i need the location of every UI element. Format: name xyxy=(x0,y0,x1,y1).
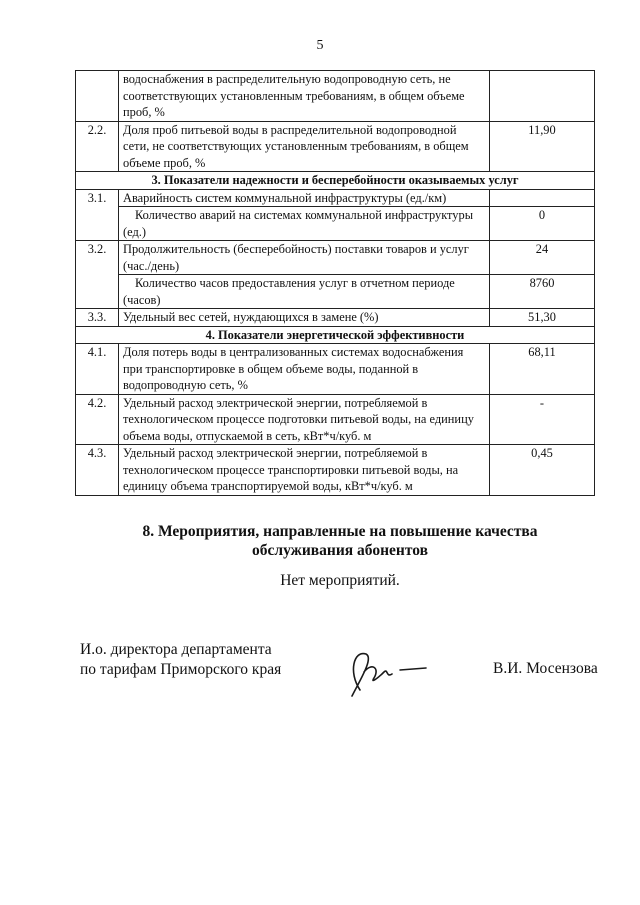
row-text: Удельный вес сетей, нуждающихся в замене (%) xyxy=(119,309,490,327)
row-text: Удельный расход электрической энергии, потребляемой в технологическом процессе транспортировки питьевой воды, на единицу объема транспортируемой воды, кВт*ч/куб. м xyxy=(119,445,490,496)
row-value: 8760 xyxy=(490,275,595,309)
row-value: 68,11 xyxy=(490,344,595,395)
row-text: Количество часов предоставления услуг в отчетном периоде (часов) xyxy=(119,275,490,309)
signer-position-line: по тарифам Приморского края xyxy=(80,661,282,678)
section-8-title-line: 8. Мероприятия, направленные на повышение качества xyxy=(142,523,538,540)
row-number: 4.1. xyxy=(76,344,119,395)
row-text: Аварийность систем коммунальной инфраструктуры (ед./км) xyxy=(119,189,490,207)
row-value: 0,45 xyxy=(490,445,595,496)
handwritten-signature xyxy=(330,642,440,702)
table-row xyxy=(76,344,595,395)
row-value xyxy=(490,71,595,122)
row-text: Доля потерь воды в централизованных системах водоснабжения при транспортировке в общем объеме воды, поданной в водопроводную сеть, % xyxy=(119,344,490,395)
table-row xyxy=(76,394,595,445)
section-8-title-line: обслуживания абонентов xyxy=(252,542,428,559)
signer-position-line: И.о. директора департамента xyxy=(80,641,272,658)
row-text: Продолжительность (бесперебойность) поставки товаров и услуг (час./день) xyxy=(119,241,490,275)
table-subrow xyxy=(76,207,595,241)
table-row xyxy=(76,309,595,327)
row-value: 51,30 xyxy=(490,309,595,327)
section-heading: 3. Показатели надежности и бесперебойности оказываемых услуг xyxy=(76,172,595,190)
row-value: 0 xyxy=(490,207,595,241)
row-number: 4.2. xyxy=(76,394,119,445)
row-text: Доля проб питьевой воды в распределительной водопроводной сети, не соответствующих установленным требованиям, в общем объеме проб, % xyxy=(119,121,490,172)
row-value xyxy=(490,189,595,207)
row-value: 11,90 xyxy=(490,121,595,172)
row-value: - xyxy=(490,394,595,445)
table-row xyxy=(76,241,595,275)
row-number xyxy=(76,71,119,122)
table-row xyxy=(76,189,595,207)
page-number: 5 xyxy=(316,38,324,53)
row-text: Количество аварий на системах коммунальной инфраструктуры (ед.) xyxy=(119,207,490,241)
row-text: Удельный расход электрической энергии, потребляемой в технологическом процессе подготовки питьевой воды, на единицу объема воды, отпускаемой в сеть, кВт*ч/куб. м xyxy=(119,394,490,445)
table-row xyxy=(76,121,595,172)
row-number: 4.3. xyxy=(76,445,119,496)
row-number: 3.3. xyxy=(76,309,119,327)
signer-name: В.И. Мосензова xyxy=(493,660,598,677)
section-heading: 4. Показатели энергетической эффективности xyxy=(76,326,595,344)
row-number: 3.1. xyxy=(76,189,119,241)
section-8-text: Нет мероприятий. xyxy=(280,572,400,589)
row-number: 3.2. xyxy=(76,241,119,309)
table-row xyxy=(76,445,595,496)
section-row xyxy=(76,172,595,190)
row-value: 24 xyxy=(490,241,595,275)
signer-position xyxy=(80,640,281,680)
indicators-table xyxy=(75,70,595,496)
section-8-title xyxy=(0,522,640,560)
row-text: водоснабжения в распределительную водопроводную сеть, не соответствующих установленным требованиям, в общем объеме проб, % xyxy=(119,71,490,122)
table-subrow xyxy=(76,275,595,309)
row-number: 2.2. xyxy=(76,121,119,172)
section-row xyxy=(76,326,595,344)
table-row xyxy=(76,71,595,122)
